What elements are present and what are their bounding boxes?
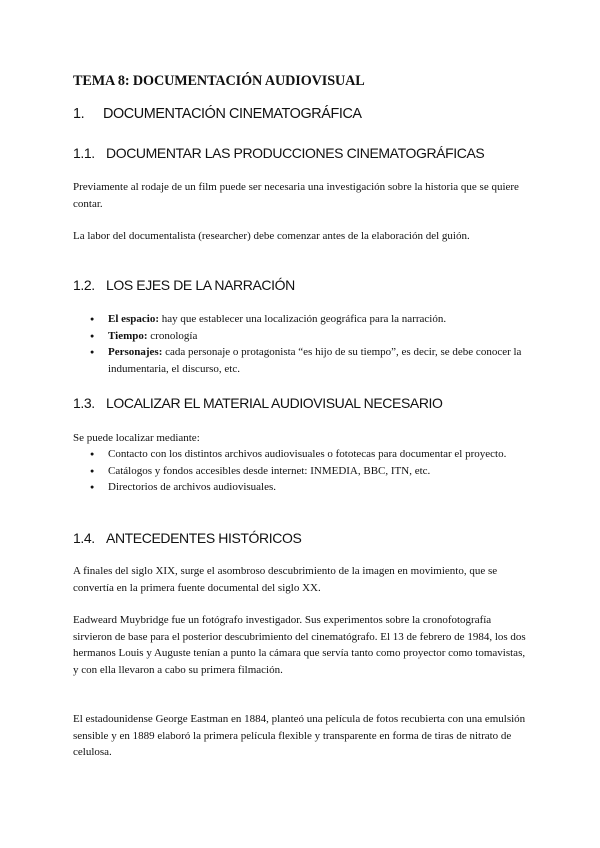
list-item-text: cronología (147, 329, 198, 342)
section-number: 1.4. (73, 530, 95, 546)
section-number: 1.3. (73, 395, 95, 411)
list-item: ● Directorios de archivos audiovisuales. (73, 479, 533, 496)
list-item-text: hay que establecer una localización geográfica para la narración. (159, 313, 447, 325)
paragraph: A finales del siglo XIX, surge el asombroso descubrimiento de la imagen en movimiento, que se convertía en la primera fuente documental del siglo XX. (73, 565, 498, 594)
list-item: ● Contacto con los distintos archivos audiovisuales o fototecas para documentar el proyecto. (73, 446, 533, 463)
section-label: ANTECEDENTES HISTÓRICOS (106, 530, 302, 546)
section-1-1-heading (73, 145, 484, 161)
section-number: 1.1. (73, 145, 95, 161)
list-item-text: cada personaje o protagonista “es hijo de su tiempo”, es decir, se debe conocer la indumentaria, el discurso, etc. (108, 346, 522, 375)
section-1-2-heading (73, 277, 295, 293)
list-item (73, 328, 533, 345)
section-1-4-heading (73, 530, 301, 546)
section-label: LOCALIZAR EL MATERIAL AUDIOVISUAL NECESARIO (106, 395, 443, 411)
paragraph: La labor del documentalista (researcher) debe comenzar antes de la elaboración del guión. (73, 230, 470, 242)
list-item (73, 344, 533, 377)
narration-axes-list (73, 311, 533, 377)
paragraph: Eadweard Muybridge fue un fotógrafo investigador. Sus experimentos sobre la cronofotografía sirvieron de base para el posterior descubrimiento del cinematógrafo. El 13 de febrero de 1984, los dos hermanos Louis y Auguste tenían a punto la cámara que servía tanto como proyector como tomavistas, y con ella llevaron a cabo su primera filmación. (73, 614, 526, 676)
section-label: DOCUMENTACIÓN CINEMATOGRÁFICA (103, 106, 362, 122)
material-sources-list (73, 446, 533, 496)
section-number: 1. (73, 106, 85, 122)
list-item-term: Personajes: (108, 346, 163, 358)
paragraph: El estadounidense George Eastman en 1884, planteó una película de fotos recubierta con una emulsión sensible y en 1889 elaboró la primera película flexible y transparente en forma de tiras de nitrato de celulosa. (73, 713, 526, 758)
paragraph: Se puede localizar mediante: (73, 432, 200, 444)
list-item: ● Catálogos y fondos accesibles desde internet: INMEDIA, BBC, ITN, etc. (73, 463, 533, 480)
section-label: LOS EJES DE LA NARRACIÓN (106, 277, 295, 293)
section-1-3-heading (73, 395, 443, 411)
section-1-heading (73, 106, 362, 122)
list-item (73, 311, 533, 328)
paragraph: Previamente al rodaje de un film puede ser necesaria una investigación sobre la historia que se quiere contar. (73, 181, 519, 210)
document-title: TEMA 8: DOCUMENTACIÓN AUDIOVISUAL (73, 73, 365, 89)
section-number: 1.2. (73, 277, 95, 293)
section-label: DOCUMENTAR LAS PRODUCCIONES CINEMATOGRÁFICAS (106, 145, 485, 161)
list-item-term: El espacio: (108, 313, 160, 325)
list-item-term: Tiempo: (108, 329, 148, 342)
